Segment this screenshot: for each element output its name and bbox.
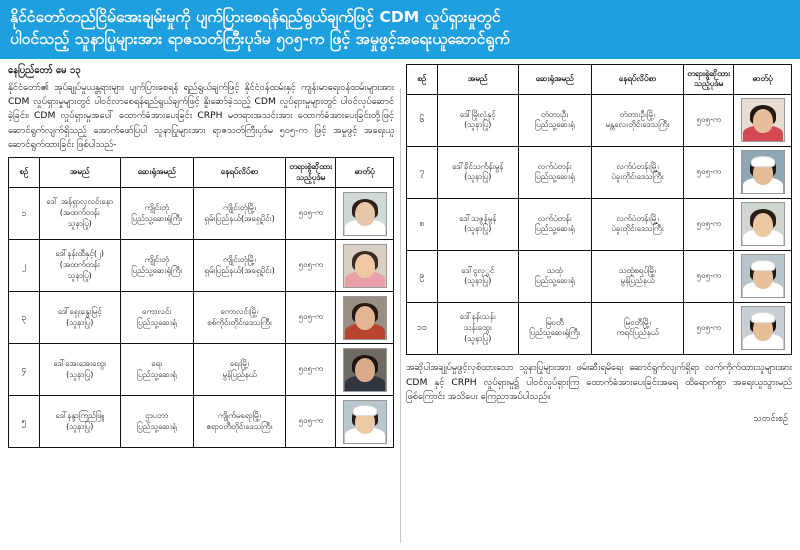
name-line: (သူနာပြု) xyxy=(464,333,492,343)
address-line: ကျိုက်မရောမြို့၊ xyxy=(217,410,262,420)
suspect-photo xyxy=(741,202,785,246)
hospital-line: လက်ပံတန်း xyxy=(537,213,572,223)
th-no: စဉ် xyxy=(407,64,438,94)
cell-address xyxy=(193,396,285,448)
name-line: (သူနာပြု) xyxy=(464,276,492,286)
cell-no: ၁၀ xyxy=(407,302,438,354)
cell-photo xyxy=(336,240,394,292)
address-line: လက်ပံတန်းမြို့၊ xyxy=(616,213,659,223)
suspect-photo xyxy=(343,296,387,340)
hospital-line: ပြည်သူ့ဆေးရုံ xyxy=(534,224,575,234)
th-law: တရားစွဲဆိုထားသည့်ပုဒ်မ xyxy=(684,64,734,94)
cell-hospital xyxy=(120,240,193,292)
cell-no: ၃ xyxy=(9,292,40,344)
suspect-photo xyxy=(741,150,785,194)
address-line: မွန်ပြည်နယ် xyxy=(620,276,655,286)
hospital-line: တံတားဦး xyxy=(541,109,569,119)
table-header-row xyxy=(9,158,394,188)
hospital-line: ပြည်သူ့ဆေးရုံကြီး xyxy=(529,328,581,338)
suspect-photo xyxy=(741,306,785,350)
cell-photo xyxy=(734,302,792,354)
suspect-photo xyxy=(343,192,387,236)
nurse-cap-icon xyxy=(353,405,377,416)
hospital-line: မြဝတီ xyxy=(545,317,564,327)
th-name: အမည် xyxy=(39,158,120,188)
cell-no: ၁ xyxy=(9,188,40,240)
name-line: ဒေါ်မြိုးလုံနှင့် xyxy=(459,109,496,119)
suspect-photo xyxy=(343,400,387,444)
name-line: သန်းထွေး xyxy=(463,323,492,333)
signoff: သတင်းစဉ် xyxy=(753,414,788,425)
name-line: သူနာပြု) xyxy=(67,271,92,281)
table-row xyxy=(9,240,394,292)
nurse-cap-icon xyxy=(751,156,775,167)
th-no: စဉ် xyxy=(9,158,40,188)
right-column xyxy=(400,59,800,526)
th-law: တရားစွဲဆိုထားသည့်ပုဒ်မ xyxy=(286,158,336,188)
cell-hospital xyxy=(120,396,193,448)
cell-no: ၄ xyxy=(9,344,40,396)
closing-paragraph: အဆိုပါအချုပ်မှုဖွင့်လှစ်ထားသော သူနာပြုများအား ဖမ်းဆီးရမိရေး ဆောင်ရွက်လျက်ရှိရာ လက်ကိုက်ထားသူများအား CDM နှင့် CRPH လှုပ်ရှားမှု၌ ပါဝင်လှုပ်ရှားကြ ထောက်ခံအားပေးခြင်းအရေ ထိရောက်စွာ အရေးယူသွားမည်ဖြစ်ကြောင်း အသိပေး ကြေညာအပ်ပါသည်။ xyxy=(406,361,792,403)
cell-law: ၅၀၅-က xyxy=(684,250,734,302)
suspect-photo xyxy=(741,254,785,298)
address-line: ရှမ်းပြည်နယ်(အရှေ့ပိုင်း) xyxy=(204,213,275,223)
cell-name xyxy=(437,94,518,146)
address-line: ကောလင်းမြို့၊ xyxy=(220,306,259,316)
name-line: (သူနာပြု) xyxy=(464,172,492,182)
hospital-line: လက်ပံတန်း xyxy=(537,161,572,171)
cell-name xyxy=(39,396,120,448)
table-row xyxy=(9,188,394,240)
cell-address xyxy=(193,292,285,344)
suspect-photo xyxy=(343,244,387,288)
table-row xyxy=(9,344,394,396)
suspect-photo xyxy=(741,98,785,142)
headline-line-1: နိုင်ငံတော်တည်ငြိမ်အေးချမ်းမှုကို ပျက်ပြားစေရန်ရည်ရွယ်ချက်ဖြင့် CDM လှုပ်ရှားမှုတွင် xyxy=(10,8,501,26)
name-line: (သူနာပြု) xyxy=(464,120,492,130)
cell-law: ၅၀၅-က xyxy=(286,344,336,396)
address-line: မွန်ပြည်နယ် xyxy=(222,369,257,379)
photo-face xyxy=(355,254,375,278)
cell-name xyxy=(437,250,518,302)
cell-hospital xyxy=(518,94,591,146)
table-row xyxy=(407,198,792,250)
address-line: ကျိုင်းတုံမြို့၊ xyxy=(223,254,256,264)
name-line: ဒေါ်နန်းသန်း xyxy=(459,312,496,322)
name-line: ဒေါ်နန်းထီနှင့်(၂) xyxy=(55,249,105,259)
name-line: (သူနာပြု) xyxy=(464,224,492,234)
address-line: မြဝတီမြို့၊ xyxy=(624,317,651,327)
address-line: သထုံစရပ်မြို့၊ xyxy=(618,265,657,275)
cell-name xyxy=(39,188,120,240)
address-line: ပဲခူးတိုင်းဒေသကြီး xyxy=(611,224,664,234)
suspects-table-right xyxy=(406,64,792,355)
cell-law: ၅၀၅-က xyxy=(286,292,336,344)
cell-name xyxy=(437,302,518,354)
cell-photo xyxy=(336,396,394,448)
cell-address xyxy=(193,240,285,292)
th-address: နေရပ်လိပ်စာ xyxy=(193,158,285,188)
th-address: နေရပ်လိပ်စာ xyxy=(591,64,683,94)
cell-hospital xyxy=(518,198,591,250)
hospital-line: ပြည်သူ့ဆေးရုံ xyxy=(136,369,177,379)
cell-name xyxy=(437,146,518,198)
cell-name xyxy=(39,344,120,396)
nurse-cap-icon xyxy=(751,312,775,323)
photo-face xyxy=(355,306,375,330)
lead-paragraph: နိုင်ငံတော်၏ အုပ်ချုပ်မှုယန္တရားများ ပျက်ပြားစေရန် ရည်ရွယ်ချက်ဖြင့် နိုင်ငံဝန်ထမ်းနှင့် ကျန်းမာရေးဝန်ထမ်းများအား CDM လှုပ်ရှားမှုများတွင် ပါဝင်လာစေရန်ရည်ရွယ်ချက်ဖြင့် နှိုးဆော်ခဲ့သည့် CDM လှုပ်ရှားမှုများတွင် ပါဝင်လုပ်ဆောင်ခဲ့ခြင်း၊ CDM လှုပ်ရှားမှုအပေါ် ထောက်ခံအားပေးခြင်း CRPH မတရားအသင်းအား ထောက်ခံအားပေးခြင်းတို့ဖြင့် ဆောင်ရွက်လျက်ရှိသည့် အောက်ဖော်ပြပါ သူနာပြုများအား ရာဇသတ်ကြီးပုဒ်မ ၅၀၅-က ဖြင့် အမှုဖွင့် အရေးယူဆောင်ရွက်ထားခြင်း ဖြစ်ပါသည်- xyxy=(8,81,394,150)
photo-face xyxy=(753,213,773,237)
cell-address xyxy=(591,146,683,198)
suspect-photo xyxy=(343,348,387,392)
hospital-line: ပြည်သူ့ဆေးရုံ xyxy=(534,120,575,130)
name-line: ဒေါ်ခိုင်သင်္ကန်းမွန် xyxy=(452,161,504,171)
name-line: ဒေါ်ငွလှွင် xyxy=(461,265,495,275)
cell-address xyxy=(193,188,285,240)
cell-no: ၇ xyxy=(407,146,438,198)
name-line: (အထက်တန်း xyxy=(59,260,100,270)
hospital-line: ပြည်သူ့ဆေးရုံကြီး xyxy=(131,265,183,275)
address-line: ရေးမြို့၊ xyxy=(229,358,250,368)
hospital-line: ဌာပဘာ xyxy=(145,410,169,420)
cell-hospital xyxy=(518,250,591,302)
headline-line-2: ပါဝင်သည့် သူနာပြုများအား ရာဇသတ်ကြီးပုဒ်မ ၅၀၅-က ဖြင့် အမှုဖွင့်အရေးယူဆောင်ရွက် xyxy=(10,30,510,49)
cell-law: ၅၀၅-က xyxy=(684,146,734,198)
address-line: ကျိုင်းတုံမြို့၊ xyxy=(223,202,256,212)
cell-hospital xyxy=(120,344,193,396)
address-line: ကရင်ပြည်နယ် xyxy=(616,328,659,338)
cell-photo xyxy=(336,188,394,240)
photo-face xyxy=(355,202,375,226)
hospital-line: ပြည်သူ့ဆေးရုံ xyxy=(136,317,177,327)
name-line: (သူနာပြု) xyxy=(66,369,94,379)
th-photo: ဓာတ်ပုံ xyxy=(336,158,394,188)
headline-banner xyxy=(0,0,800,59)
column-divider xyxy=(400,88,401,543)
hospital-line: ပြည်သူ့ဆေးရုံ xyxy=(534,276,575,286)
address-line: ဧရာဝတီတိုင်းဒေသကြီး xyxy=(206,421,273,431)
hospital-line: ပြည်သူ့ဆေးရုံ xyxy=(534,172,575,182)
cell-no: ၈ xyxy=(407,198,438,250)
cell-photo xyxy=(734,94,792,146)
cell-address xyxy=(591,198,683,250)
table-row xyxy=(407,250,792,302)
hospital-line: ကျိုင်းတုံ xyxy=(144,202,169,212)
cell-no: ၆ xyxy=(407,94,438,146)
photo-face xyxy=(753,109,773,133)
address-line: မန္တလေးတိုင်းဒေသကြီး xyxy=(605,120,670,130)
cell-hospital xyxy=(518,302,591,354)
dateline: နေပြည်တော် မေ ၁၃ xyxy=(8,64,81,76)
cell-photo xyxy=(734,198,792,250)
address-line: ရှမ်းပြည်နယ်(အရှေ့ပိုင်း) xyxy=(204,265,275,275)
name-line: (သူနာပြု) xyxy=(66,421,94,431)
cell-law: ၅၀၅-က xyxy=(286,188,336,240)
cell-no: ၂ xyxy=(9,240,40,292)
th-photo: ဓာတ်ပုံ xyxy=(734,64,792,94)
photo-face xyxy=(355,358,375,382)
address-line: စစ်ကိုင်းတိုင်းဒေသကြီး xyxy=(207,317,272,327)
th-name: အမည် xyxy=(437,64,518,94)
cell-law: ၅၀၅-က xyxy=(684,94,734,146)
hospital-line: ပြည်သူ့ဆေးရုံ xyxy=(136,421,177,431)
name-line: ဒေါ်အေးအေးထွေး xyxy=(53,358,107,368)
cell-no: ၉ xyxy=(407,250,438,302)
cell-photo xyxy=(734,250,792,302)
cell-address xyxy=(591,302,683,354)
cell-law: ၅၀၅-က xyxy=(684,302,734,354)
table-header-row xyxy=(407,64,792,94)
address-line: တံတားဦးမြို့၊ xyxy=(619,109,656,119)
table-row xyxy=(9,396,394,448)
cell-address xyxy=(591,94,683,146)
cell-address xyxy=(193,344,285,396)
name-line: ဒေါ်နန္ဒာကြည်ဖြူ xyxy=(55,410,104,420)
th-hospital: ဆေးရုံအမည် xyxy=(120,158,193,188)
name-line: ဒေါ်ရှေးနွေးမြင့် xyxy=(57,306,102,316)
name-line: ဒေါ်သဇွန်မွန် xyxy=(459,213,497,223)
cell-law: ၅၀၅-က xyxy=(286,240,336,292)
suspects-table-left xyxy=(8,157,394,448)
table-row xyxy=(407,302,792,354)
name-line: သူနာပြု) xyxy=(67,219,92,229)
address-line: လက်ပံတန်းမြို့၊ xyxy=(616,161,659,171)
cell-name xyxy=(39,292,120,344)
address-line: ပဲခူးတိုင်းဒေသကြီး xyxy=(611,172,664,182)
cell-law: ၅၀၅-က xyxy=(286,396,336,448)
cell-photo xyxy=(336,344,394,396)
cell-name xyxy=(39,240,120,292)
left-column xyxy=(0,59,400,526)
name-line: (အထက်တန်း xyxy=(59,208,100,218)
cell-law: ၅၀၅-က xyxy=(684,198,734,250)
cell-no: ၅ xyxy=(9,396,40,448)
hospital-line: ကောလင်း xyxy=(141,306,172,316)
name-line: ဒေါ် အန်ရှာလှလင်းနော xyxy=(46,197,114,207)
table-row xyxy=(407,146,792,198)
cell-address xyxy=(591,250,683,302)
hospital-line: သထုံ xyxy=(546,265,563,275)
cell-photo xyxy=(734,146,792,198)
cell-photo xyxy=(336,292,394,344)
th-hospital: ဆေးရုံအမည် xyxy=(518,64,591,94)
name-line: (သူနာပြု) xyxy=(66,317,94,327)
table-row xyxy=(407,94,792,146)
cell-hospital xyxy=(120,188,193,240)
cell-hospital xyxy=(518,146,591,198)
nurse-cap-icon xyxy=(751,260,775,271)
cell-hospital xyxy=(120,292,193,344)
hospital-line: ကျိုင်းတုံ xyxy=(144,254,169,264)
hospital-line: ရေး xyxy=(151,358,163,368)
table-row xyxy=(9,292,394,344)
cell-name xyxy=(437,198,518,250)
hospital-line: ပြည်သူ့ဆေးရုံကြီး xyxy=(131,213,183,223)
